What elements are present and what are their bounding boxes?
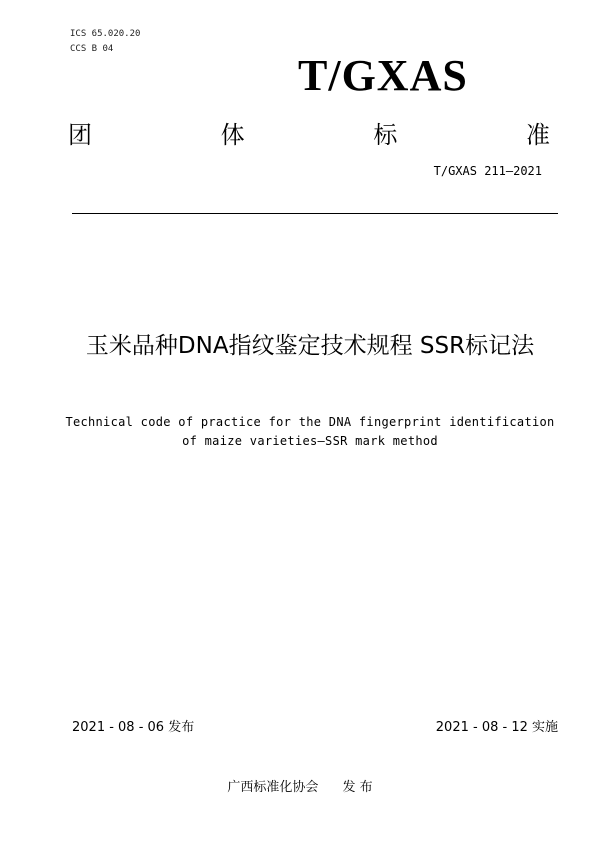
issuer-line [0,776,600,795]
title-chinese: 玉米品种DNA指纹鉴定技术规程 SSR标记法 [85,333,535,359]
standard-type-char: 标 [373,121,398,149]
issue-label: 发 布 [342,780,373,795]
standard-type-char: 团 [68,121,92,149]
standard-type [68,115,550,150]
standard-type-char: 体 [220,121,245,149]
standard-logo: T/GXAS [298,51,468,100]
ics-code: ICS 65.020.20 [70,29,141,39]
divider [72,213,558,214]
ccs-code: CCS B 04 [70,44,114,54]
title-english: Technical code of practice for the DNA fingerprint identification of maize varieties—SSR mark method [65,415,555,448]
implement-date: 2021 - 08 - 12 实施 [435,720,558,735]
publish-date: 2021 - 08 - 06 发布 [72,720,195,735]
issuer-name: 广西标准化协会 [227,780,319,795]
standard-number: T/GXAS 211—2021 [433,164,542,178]
standard-type-char: 准 [525,121,550,149]
